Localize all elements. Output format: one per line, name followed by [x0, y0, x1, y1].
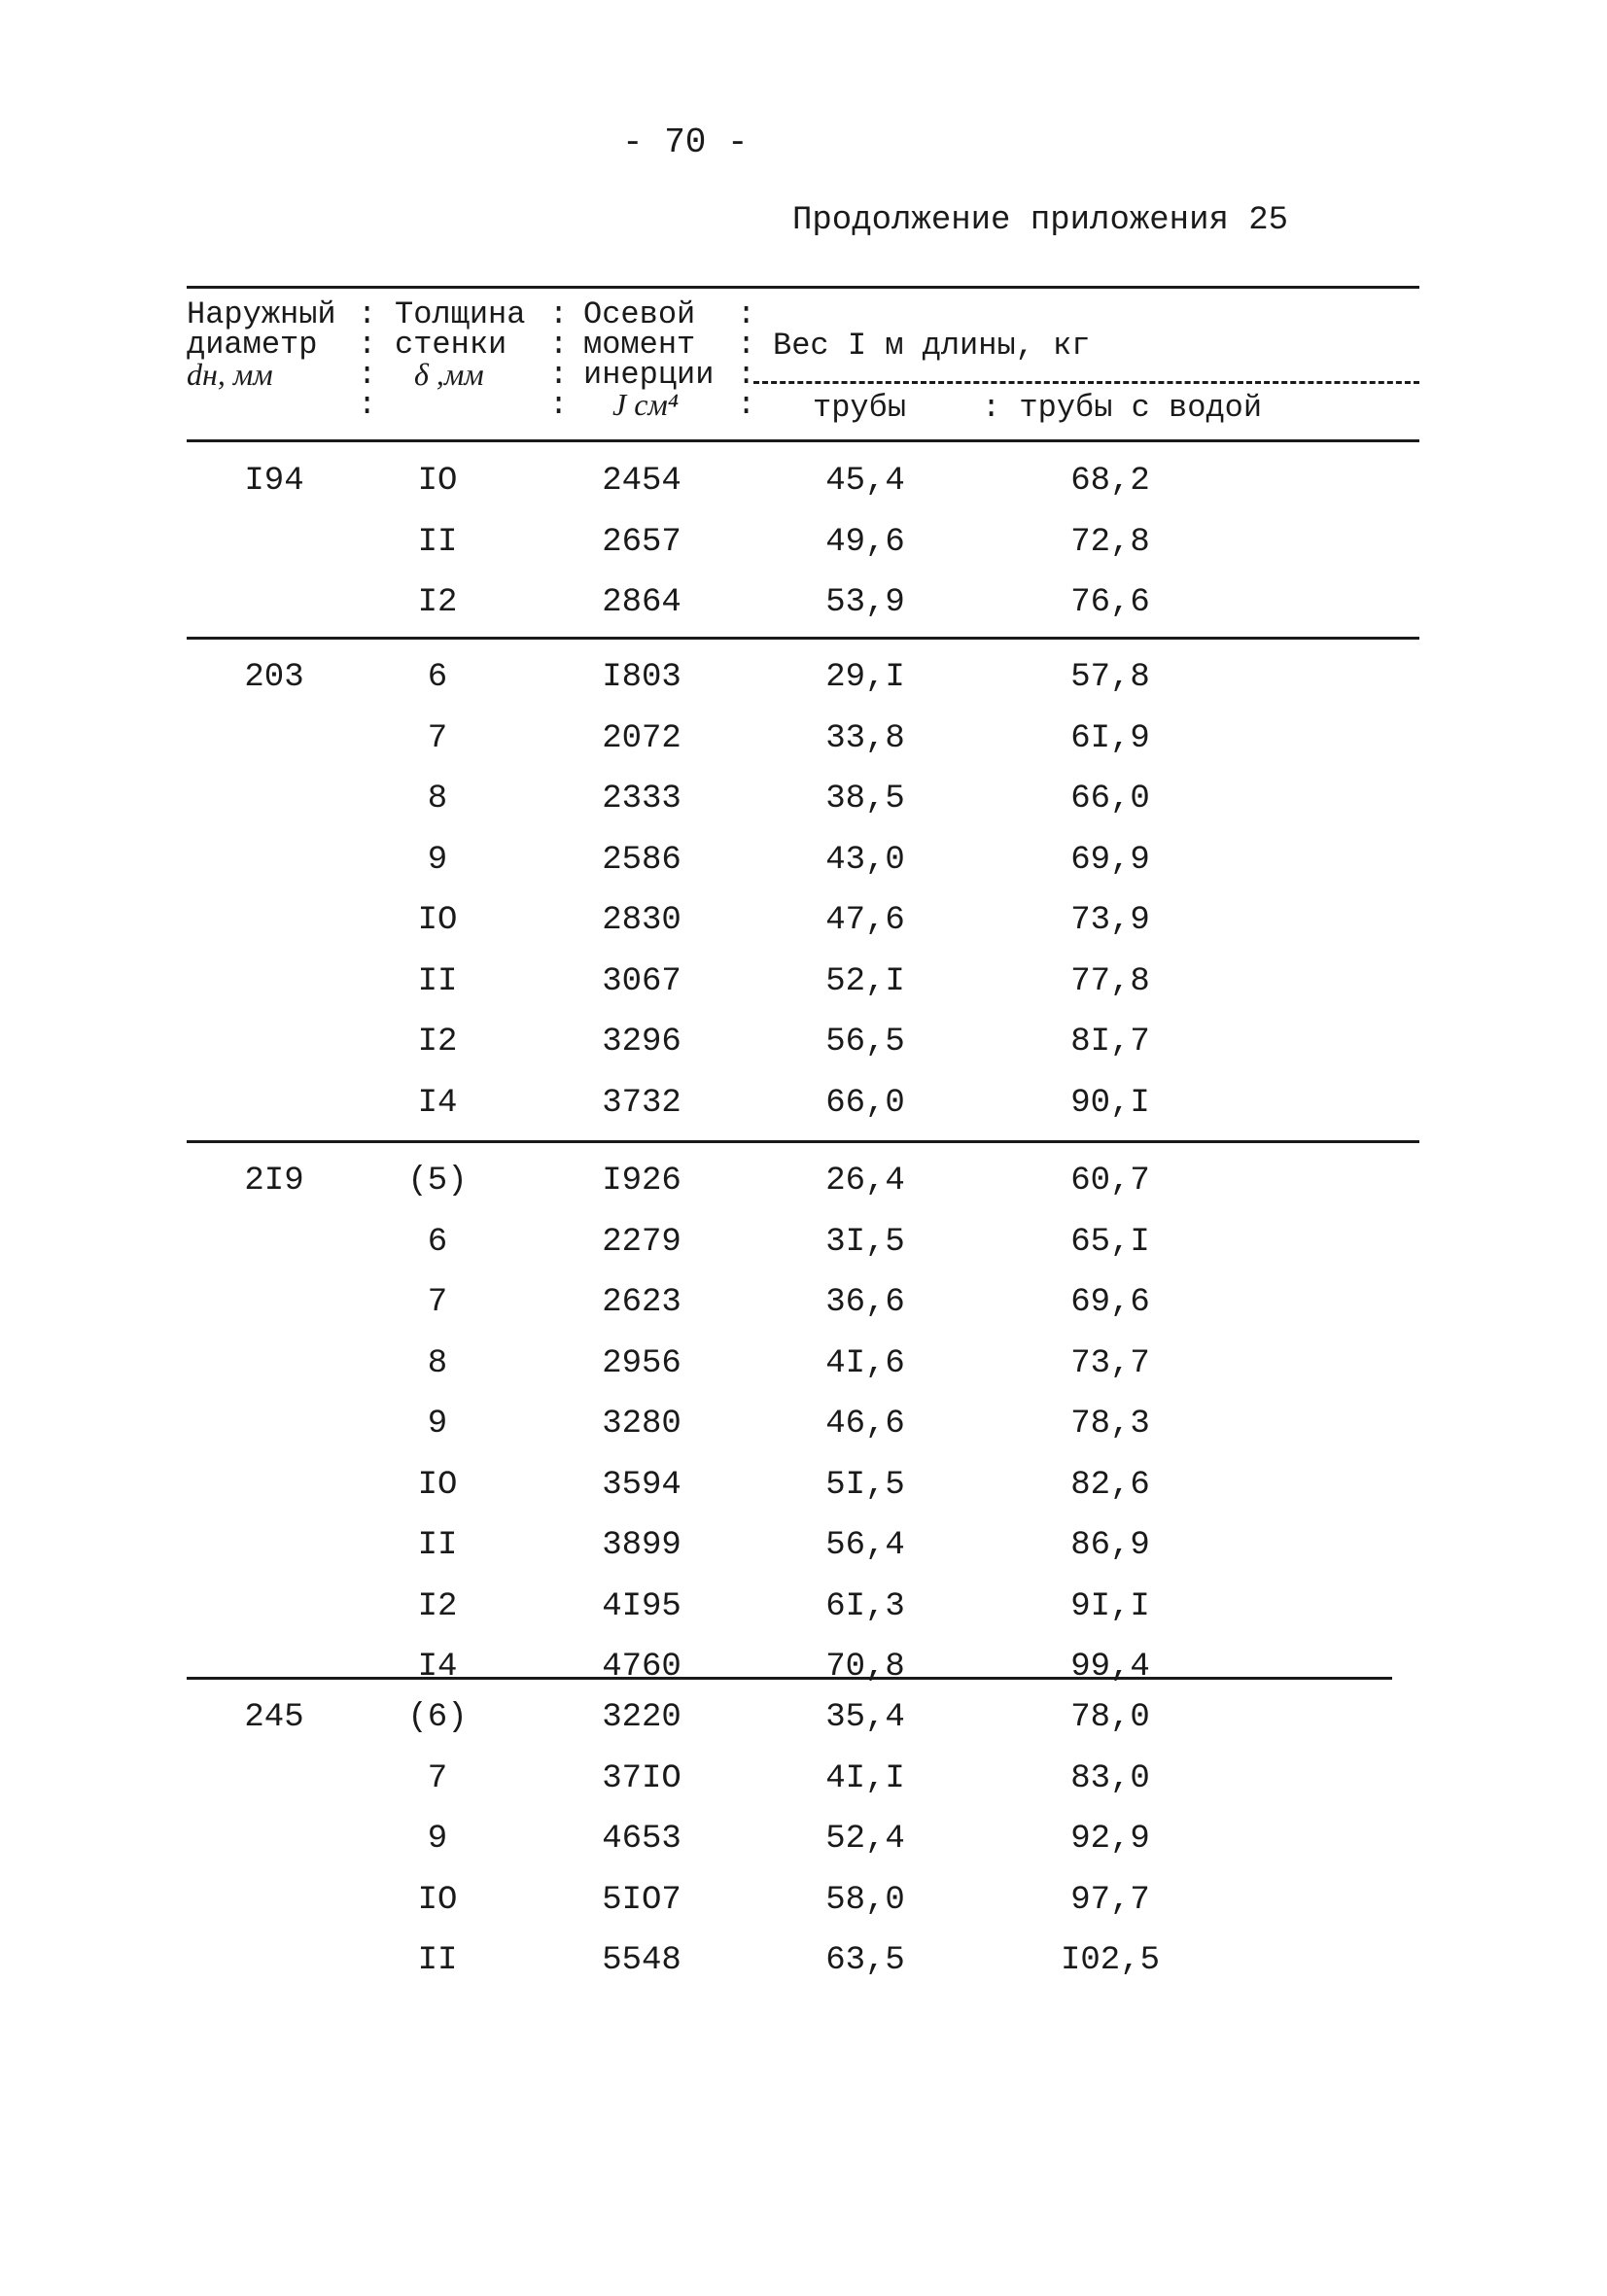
moment-of-inertia-cell: 5548: [602, 1942, 681, 1979]
pipe-with-water-weight-cell: 90,I: [1070, 1085, 1150, 1122]
pipe-weight-cell: 33,8: [825, 720, 905, 757]
pipe-with-water-weight-cell: 57,8: [1070, 659, 1150, 696]
header-pipe-with-water: : трубы с водой: [982, 390, 1263, 426]
pipe-weight-cell: 52,4: [825, 1821, 905, 1858]
pipe-weight-cell: 36,6: [825, 1284, 905, 1321]
wall-thickness-cell: 8: [427, 1345, 448, 1382]
wall-thickness-cell: I2: [417, 584, 458, 621]
pipe-weight-cell: 43,0: [825, 842, 905, 879]
page-number: - 70 -: [622, 122, 749, 162]
moment-of-inertia-cell: I803: [602, 659, 681, 696]
pipe-with-water-weight-cell: 69,9: [1070, 842, 1150, 879]
header-outer-diameter-line1: Наружный: [187, 296, 336, 332]
wall-thickness-cell: II: [417, 1942, 458, 1979]
group-separator-rule: [187, 1140, 1419, 1143]
moment-of-inertia-cell: 2454: [602, 463, 681, 500]
moment-of-inertia-cell: 2072: [602, 720, 681, 757]
pipe-with-water-weight-cell: 76,6: [1070, 584, 1150, 621]
table-top-rule: [187, 286, 1419, 289]
pipe-with-water-weight-cell: 68,2: [1070, 463, 1150, 500]
pipe-weight-cell: 35,4: [825, 1699, 905, 1736]
pipe-with-water-weight-cell: 97,7: [1070, 1882, 1150, 1919]
pipe-with-water-weight-cell: 65,I: [1070, 1224, 1150, 1261]
header-wall-line2: стенки: [395, 327, 507, 363]
header-moment-line3: инерции: [583, 357, 715, 393]
moment-of-inertia-cell: 2864: [602, 584, 681, 621]
pipe-weight-cell: 4I,6: [825, 1345, 905, 1382]
header-separator-3: : : : :: [737, 296, 756, 423]
pipe-weight-cell: 49,6: [825, 524, 905, 561]
pipe-weight-cell: 26,4: [825, 1163, 905, 1200]
moment-of-inertia-cell: 4I95: [602, 1588, 681, 1625]
pipe-weight-cell: 38,5: [825, 781, 905, 818]
wall-thickness-cell: 9: [427, 842, 448, 879]
wall-thickness-cell: 8: [427, 781, 448, 818]
pipe-weight-cell: 5I,5: [825, 1467, 905, 1504]
pipe-weight-cell: 56,5: [825, 1024, 905, 1061]
wall-thickness-cell: 7: [427, 720, 448, 757]
outer-diameter-cell: 2I9: [244, 1163, 304, 1200]
moment-of-inertia-cell: 3899: [602, 1527, 681, 1564]
moment-of-inertia-cell: 2657: [602, 524, 681, 561]
header-wall-thickness: [395, 296, 526, 392]
pipe-with-water-weight-cell: 8I,7: [1070, 1024, 1150, 1061]
moment-of-inertia-cell: 2623: [602, 1284, 681, 1321]
pipe-with-water-weight-cell: 78,0: [1070, 1699, 1150, 1736]
pipe-weight-cell: 4I,I: [825, 1760, 905, 1797]
moment-of-inertia-cell: 2956: [602, 1345, 681, 1382]
pipe-weight-cell: 52,I: [825, 963, 905, 1000]
pipe-with-water-weight-cell: I02,5: [1060, 1942, 1161, 1979]
pipe-with-water-weight-cell: 83,0: [1070, 1760, 1150, 1797]
pipe-weight-cell: 29,I: [825, 659, 905, 696]
wall-thickness-cell: IO: [417, 1882, 458, 1919]
pipe-with-water-weight-cell: 66,0: [1070, 781, 1150, 818]
moment-of-inertia-cell: 3280: [602, 1406, 681, 1443]
appendix-caption: Продолжение приложения 25: [792, 202, 1289, 239]
moment-of-inertia-cell: 2830: [602, 902, 681, 939]
header-separator-2: : : : :: [549, 296, 569, 423]
wall-thickness-cell: 7: [427, 1760, 448, 1797]
wall-thickness-cell: 6: [427, 659, 448, 696]
wall-thickness-cell: 6: [427, 1224, 448, 1261]
moment-of-inertia-cell: 2279: [602, 1224, 681, 1261]
moment-of-inertia-cell: 3296: [602, 1024, 681, 1061]
moment-of-inertia-cell: I926: [602, 1163, 681, 1200]
pipe-weight-cell: 6I,3: [825, 1588, 905, 1625]
pipe-weight-cell: 3I,5: [825, 1224, 905, 1261]
group-separator-rule: [187, 1677, 1392, 1680]
wall-thickness-cell: I4: [417, 1085, 458, 1122]
moment-of-inertia-cell: 4760: [602, 1649, 681, 1686]
wall-thickness-cell: IO: [417, 463, 458, 500]
wall-thickness-cell: II: [417, 1527, 458, 1564]
header-outer-diameter-line2: диаметр: [187, 327, 318, 363]
pipe-with-water-weight-cell: 92,9: [1070, 1821, 1150, 1858]
wall-thickness-cell: IO: [417, 1467, 458, 1504]
moment-of-inertia-cell: 3067: [602, 963, 681, 1000]
pipe-with-water-weight-cell: 6I,9: [1070, 720, 1150, 757]
pipe-with-water-weight-cell: 60,7: [1070, 1163, 1150, 1200]
wall-thickness-cell: 9: [427, 1406, 448, 1443]
header-outer-diameter-line3: dн, мм: [187, 357, 273, 392]
pipe-with-water-weight-cell: 72,8: [1070, 524, 1150, 561]
wall-thickness-cell: (5): [407, 1163, 468, 1200]
outer-diameter-cell: I94: [244, 463, 304, 500]
pipe-weight-cell: 58,0: [825, 1882, 905, 1919]
pipe-with-water-weight-cell: 99,4: [1070, 1649, 1150, 1686]
wall-thickness-cell: I4: [417, 1649, 458, 1686]
wall-thickness-cell: (6): [407, 1699, 468, 1736]
outer-diameter-cell: 245: [244, 1699, 304, 1736]
header-dashed-rule: [753, 381, 1419, 384]
moment-of-inertia-cell: 3732: [602, 1085, 681, 1122]
moment-of-inertia-cell: 2333: [602, 781, 681, 818]
header-pipe: трубы: [813, 390, 907, 426]
header-weight-title: Вес I м длины, кг: [773, 328, 1091, 364]
pipe-weight-cell: 56,4: [825, 1527, 905, 1564]
pipe-weight-cell: 66,0: [825, 1085, 905, 1122]
outer-diameter-cell: 203: [244, 659, 304, 696]
moment-of-inertia-cell: 4653: [602, 1821, 681, 1858]
header-moment-line1: Осевой: [583, 296, 696, 332]
wall-thickness-cell: I2: [417, 1024, 458, 1061]
pipe-weight-cell: 45,4: [825, 463, 905, 500]
header-wall-line1: Толщина: [395, 296, 526, 332]
header-moment-of-inertia: [583, 296, 715, 422]
moment-of-inertia-cell: 5IO7: [602, 1882, 681, 1919]
moment-of-inertia-cell: 2586: [602, 842, 681, 879]
header-moment-line4: J см⁴: [612, 387, 679, 422]
pipe-with-water-weight-cell: 86,9: [1070, 1527, 1150, 1564]
wall-thickness-cell: 9: [427, 1821, 448, 1858]
header-wall-line3: δ ,мм: [414, 357, 484, 392]
wall-thickness-cell: IO: [417, 902, 458, 939]
pipe-weight-cell: 46,6: [825, 1406, 905, 1443]
pipe-with-water-weight-cell: 69,6: [1070, 1284, 1150, 1321]
pipe-weight-cell: 47,6: [825, 902, 905, 939]
header-moment-line2: момент: [583, 327, 696, 363]
header-outer-diameter: [187, 296, 336, 392]
pipe-weight-cell: 70,8: [825, 1649, 905, 1686]
wall-thickness-cell: II: [417, 524, 458, 561]
wall-thickness-cell: 7: [427, 1284, 448, 1321]
wall-thickness-cell: I2: [417, 1588, 458, 1625]
pipe-weight-cell: 53,9: [825, 584, 905, 621]
group-separator-rule: [187, 637, 1419, 640]
header-separator-1: : : : :: [358, 296, 377, 423]
pipe-with-water-weight-cell: 77,8: [1070, 963, 1150, 1000]
pipe-with-water-weight-cell: 82,6: [1070, 1467, 1150, 1504]
wall-thickness-cell: II: [417, 963, 458, 1000]
moment-of-inertia-cell: 37IO: [602, 1760, 681, 1797]
pipe-with-water-weight-cell: 73,9: [1070, 902, 1150, 939]
pipe-with-water-weight-cell: 73,7: [1070, 1345, 1150, 1382]
pipe-with-water-weight-cell: 78,3: [1070, 1406, 1150, 1443]
pipe-with-water-weight-cell: 9I,I: [1070, 1588, 1150, 1625]
pipe-weight-cell: 63,5: [825, 1942, 905, 1979]
moment-of-inertia-cell: 3220: [602, 1699, 681, 1736]
header-bottom-rule: [187, 439, 1419, 442]
moment-of-inertia-cell: 3594: [602, 1467, 681, 1504]
